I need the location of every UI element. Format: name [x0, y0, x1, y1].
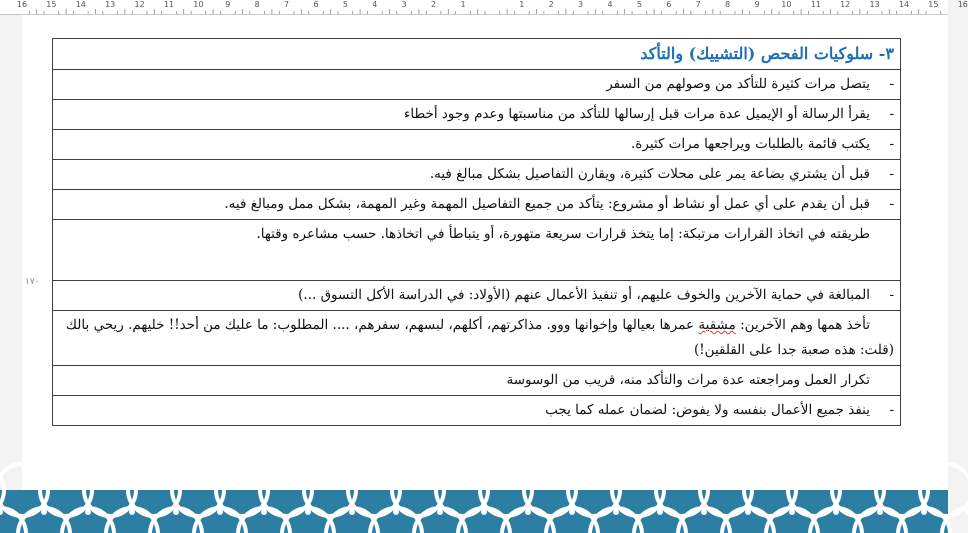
- pattern-dot: [701, 509, 707, 515]
- ruler-label: 6: [666, 0, 672, 9]
- ruler-label: 10: [193, 0, 204, 9]
- pattern-dot: [393, 509, 399, 515]
- row-text: طريقته في اتخاذ القرارات مرتبكة: إما يتخذ قرارات سريعة متهورة، أو يتباطأ في اتخاذها. حسب مشاعره وقتها.: [256, 226, 870, 242]
- pattern-dot: [305, 509, 311, 515]
- row-cell[interactable]: [53, 160, 901, 190]
- list-dash: -: [889, 166, 894, 182]
- row-text-start: تأخذ همها وهم الآخرين:: [735, 317, 870, 333]
- pattern-dot: [877, 509, 883, 515]
- table-row: [53, 130, 901, 160]
- pattern-dot: [85, 509, 91, 515]
- pattern-dot: [217, 509, 223, 515]
- pattern-ring: [942, 508, 968, 533]
- pattern-dot: [657, 509, 663, 515]
- ruler-label: 15: [46, 0, 57, 9]
- ruler-label: 13: [105, 0, 116, 9]
- list-dash: -: [889, 106, 894, 122]
- ruler-label: 16: [16, 0, 28, 9]
- list-dash: -: [889, 196, 894, 212]
- pattern-dot: [613, 509, 619, 515]
- row-cell[interactable]: [53, 366, 901, 396]
- row-text: يتصل مرات كثيرة للتأكد من وصولهم من السفر: [606, 76, 870, 92]
- pattern-dot: [173, 509, 179, 515]
- pattern-dot: [481, 509, 487, 515]
- pattern-dot: [129, 509, 135, 515]
- ruler-label: 4: [607, 0, 613, 9]
- ruler-label: 14: [898, 0, 910, 9]
- row-cell[interactable]: [53, 190, 901, 220]
- pattern-dot: [833, 509, 839, 515]
- table-row: [53, 220, 901, 281]
- list-dash: -: [889, 287, 894, 303]
- ruler-label: 11: [810, 0, 821, 9]
- ruler-label: 7: [284, 0, 290, 9]
- ruler-label: 5: [636, 0, 642, 9]
- table-row: [53, 190, 901, 220]
- pattern-dot: [921, 509, 927, 515]
- section-title-row: [53, 39, 901, 70]
- ruler-label: 6: [313, 0, 319, 9]
- ruler-label: 14: [75, 0, 86, 9]
- arabesque-pattern: [0, 490, 948, 533]
- row-cell[interactable]: [53, 100, 901, 130]
- table-row: [53, 160, 901, 190]
- table-row: [53, 311, 901, 366]
- ruler-label: 16: [957, 0, 968, 9]
- decorative-footer-band: [0, 490, 948, 533]
- ruler-label: 13: [869, 0, 880, 9]
- row-cell[interactable]: [53, 281, 901, 311]
- ruler-label: 3: [401, 0, 407, 9]
- pattern-dot: [437, 509, 443, 515]
- row-text-end: عمرها بعيالها وإخوانها ووو. مذاكرتهم، أكلهم، لبسهم، سفرهم، .... المطلوب: ما عليك من أحد!! خليهم. ريحي بالك (قلت: هذه صعبة جدا على القلقين!): [65, 317, 894, 358]
- table-row: [53, 396, 901, 426]
- ruler-label: 8: [254, 0, 260, 9]
- pattern-dot: [41, 509, 47, 515]
- ruler-label: 1: [519, 0, 525, 9]
- ruler-label: 15: [928, 0, 939, 9]
- list-dash: -: [889, 136, 894, 152]
- content-table: [52, 38, 901, 426]
- row-text: ينفذ جميع الأعمال بنفسه ولا يفوض: لضمان عمله كما يجب: [545, 402, 870, 418]
- ruler-label: 3: [578, 0, 584, 9]
- ruler-label: 8: [725, 0, 731, 9]
- row-text: المبالغة في حماية الآخرين والخوف عليهم، أو تنفيذ الأعمال عنهم (الأولاد: في الدراسة الأكل التسوق ...): [298, 287, 870, 303]
- table-row: [53, 281, 901, 311]
- row-cell[interactable]: [53, 70, 901, 100]
- ruler-label: 2: [431, 0, 437, 9]
- horizontal-ruler[interactable]: [0, 0, 968, 15]
- section-title[interactable]: ٣- سلوكيات الفحص (التشييك) والتأكد: [53, 39, 901, 70]
- ruler-label: 2: [548, 0, 554, 9]
- table-row: [53, 100, 901, 130]
- pattern-dot: [261, 509, 267, 515]
- row-text: يقرأ الرسالة أو الإيميل عدة مرات قبل إرسالها للتأكد من مناسبتها وعدم وجود أخطاء: [404, 106, 870, 122]
- pattern-dot: [745, 509, 751, 515]
- row-cell[interactable]: [53, 311, 901, 366]
- pattern-dot: [569, 509, 575, 515]
- row-cell[interactable]: [53, 396, 901, 426]
- row-text: تكرار العمل ومراجعته عدة مرات والتأكد منه، قريب من الوسوسة: [506, 372, 870, 388]
- ruler-label: 9: [754, 0, 760, 9]
- ruler-label: 7: [695, 0, 701, 9]
- margin-page-number: ١٧٠: [25, 277, 40, 287]
- row-text: قبل أن يشتري بضاعة يمر على محلات كثيرة، ويقارن التفاصيل بشكل مبالغ فيه.: [429, 166, 870, 182]
- ruler-label: 4: [372, 0, 378, 9]
- table-row: [53, 70, 901, 100]
- ruler-label: 12: [134, 0, 145, 9]
- list-dash: -: [889, 76, 894, 92]
- row-cell[interactable]: [53, 130, 901, 160]
- table-row: [53, 366, 901, 396]
- ruler-label: 10: [781, 0, 792, 9]
- pattern-dot: [525, 509, 531, 515]
- row-text: يكتب قائمة بالطلبات ويراجعها مرات كثيرة.: [631, 136, 870, 152]
- ruler-label: 12: [840, 0, 851, 9]
- row-cell[interactable]: [53, 220, 901, 281]
- ruler-label: 9: [225, 0, 231, 9]
- row-text: قبل أن يقدم على أي عمل أو نشاط أو مشروع: يتأكد من جميع التفاصيل المهمة وغير المهمة، بشكل ممل ومبالغ فيه.: [224, 196, 870, 212]
- ruler-label: 1: [460, 0, 466, 9]
- ruler-label: 11: [163, 0, 175, 9]
- list-dash: -: [889, 402, 894, 418]
- ruler-label: 5: [342, 0, 348, 9]
- spellcheck-flagged-word[interactable]: مشقية: [698, 317, 736, 333]
- pattern-dot: [789, 509, 795, 515]
- pattern-dot: [349, 509, 355, 515]
